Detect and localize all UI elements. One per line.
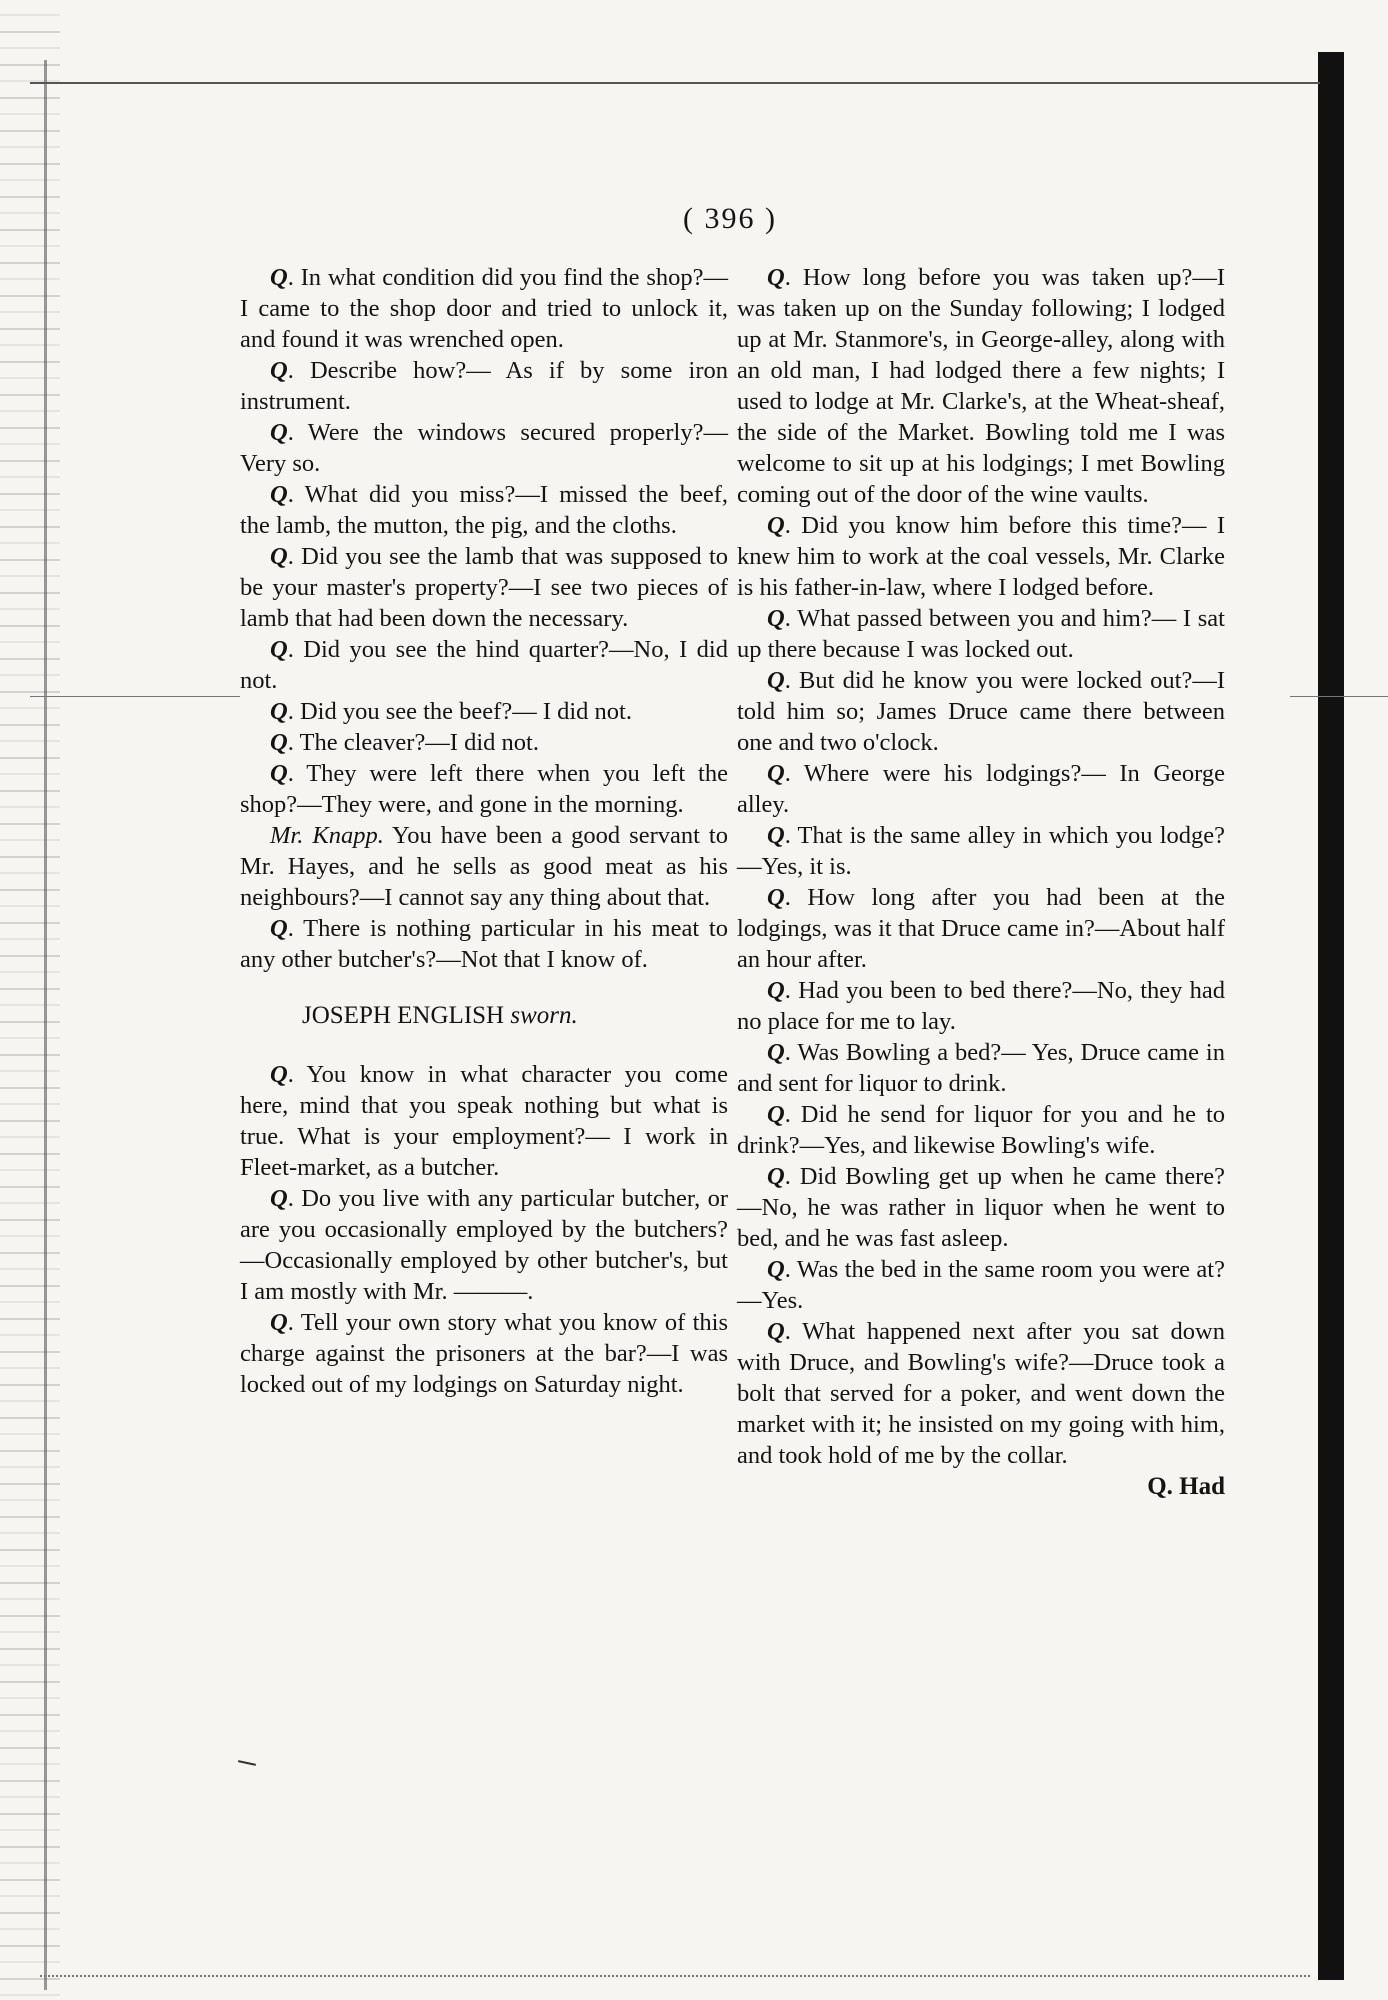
witness-name: JOSEPH ENGLISH xyxy=(302,1002,505,1029)
paragraph-text: . You know in what character you come here, mind that you speak nothing but what is true. What is your employment?— I work in Fleet-market, as a butcher. xyxy=(240,1061,728,1181)
scan-edge-right xyxy=(1318,52,1344,1980)
witness-heading xyxy=(240,1001,728,1031)
testimony-paragraph xyxy=(240,727,728,758)
question-mark-letter: Q xyxy=(270,357,288,384)
paragraph-text: . Did Bowling get up when he came there?—No, he was rather in liquor when he went to bed, and he was fast asleep. xyxy=(737,1163,1225,1252)
testimony-paragraph xyxy=(240,1307,728,1400)
paragraph-text: . That is the same alley in which you lodge?—Yes, it is. xyxy=(737,822,1225,880)
testimony-paragraph xyxy=(737,758,1225,820)
question-mark-letter: Q xyxy=(270,915,288,942)
question-mark-letter: Q xyxy=(767,822,785,849)
testimony-paragraph xyxy=(240,417,728,479)
testimony-paragraph xyxy=(240,1183,728,1307)
left-column xyxy=(240,262,728,1400)
left-column-paragraphs xyxy=(240,262,728,975)
paragraph-text: . But did he know you were locked out?—I told him so; James Druce came there between one and two o'clock. xyxy=(737,667,1225,756)
question-mark-letter: Q xyxy=(767,1318,785,1345)
question-mark-letter: Q xyxy=(767,760,785,787)
question-mark-letter: Q xyxy=(270,698,288,725)
testimony-paragraph xyxy=(240,634,728,696)
right-column xyxy=(737,262,1225,1502)
paragraph-text: . The cleaver?—I did not. xyxy=(287,729,539,756)
testimony-paragraph xyxy=(240,820,728,913)
testimony-paragraph xyxy=(240,1059,728,1183)
testimony-paragraph xyxy=(240,262,728,355)
paragraph-text: . In what condition did you find the shop?—I came to the shop door and tried to unlock it, and found it was wrenched open. xyxy=(240,264,728,353)
question-mark-letter: Q xyxy=(767,1163,785,1190)
paragraph-text: . There is nothing particular in his meat to any other butcher's?—Not that I know of. xyxy=(240,915,728,973)
question-mark-letter: Q xyxy=(767,884,785,911)
question-mark-letter: Q xyxy=(270,419,288,446)
paragraph-text: . How long after you had been at the lodgings, was it that Druce came in?—About half an hour after. xyxy=(737,884,1225,973)
margin-rule-right xyxy=(1290,696,1388,697)
testimony-paragraph xyxy=(240,913,728,975)
testimony-paragraph xyxy=(737,262,1225,510)
testimony-paragraph xyxy=(737,1099,1225,1161)
right-column-paragraphs xyxy=(737,262,1225,1471)
paragraph-text: . Tell your own story what you know of this charge against the prisoners at the bar?—I was locked out of my lodgings on Saturday night. xyxy=(240,1309,728,1398)
paragraph-text: . Was Bowling a bed?— Yes, Druce came in and sent for liquor to drink. xyxy=(737,1039,1225,1097)
paragraph-text: . Was the bed in the same room you were at?—Yes. xyxy=(737,1256,1225,1314)
page-number: ( 396 ) xyxy=(683,202,777,235)
margin-rule-left xyxy=(30,696,240,697)
question-mark-letter: Q xyxy=(767,264,785,291)
testimony-paragraph xyxy=(737,820,1225,882)
question-mark-letter: Q xyxy=(270,543,288,570)
testimony-paragraph xyxy=(737,1254,1225,1316)
paragraph-text: . How long before you was taken up?—I was taken up on the Sunday following; I lodged up at Mr. Stanmore's, in George-alley, along with an old man, I had lodged there a few nights; I used to lodge at Mr. Clarke's, at the Wheat-sheaf, the side of the Market. Bowling told me I was welcome to sit up at his lodgings; I met Bowling coming out of the door of the wine vaults. xyxy=(737,264,1225,508)
speaker-name: Mr. Knapp. xyxy=(270,822,384,849)
testimony-paragraph xyxy=(737,1161,1225,1254)
paragraph-text: . What happened next after you sat down with Druce, and Bowling's wife?—Druce took a bolt that served for a poker, and went down the market with it; he insisted on my going with him, and took hold of me by the collar. xyxy=(737,1318,1225,1469)
question-mark-letter: Q xyxy=(270,1309,288,1336)
testimony-paragraph xyxy=(240,758,728,820)
testimony-paragraph xyxy=(737,665,1225,758)
question-mark-letter: Q xyxy=(767,512,785,539)
paragraph-text: . Describe how?— As if by some iron instrument. xyxy=(240,357,728,415)
paragraph-text: You have been a good servant to Mr. Hayes, and he sells as good meat as his neighbours?—I cannot say any thing about that. xyxy=(240,822,728,911)
testimony-paragraph xyxy=(240,355,728,417)
question-mark-letter: Q xyxy=(270,481,288,508)
question-mark-letter: Q xyxy=(767,667,785,694)
paragraph-text: . What did you miss?—I missed the beef, the lamb, the mutton, the pig, and the cloths. xyxy=(240,481,728,539)
paragraph-text: . Did you see the lamb that was supposed to be your master's property?—I see two pieces of lamb that had been down the necessary. xyxy=(240,543,728,632)
question-mark-letter: Q xyxy=(767,1039,785,1066)
testimony-paragraph xyxy=(240,541,728,634)
left-column-paragraphs-after xyxy=(240,1059,728,1400)
question-mark-letter: Q xyxy=(767,1101,785,1128)
testimony-paragraph xyxy=(737,975,1225,1037)
testimony-paragraph xyxy=(240,696,728,727)
bottom-rule xyxy=(40,1975,1310,1979)
scan-edge-left xyxy=(0,0,60,2000)
dash-mark xyxy=(238,1760,256,1766)
question-mark-letter: Q xyxy=(270,636,288,663)
paragraph-text: . Did you see the hind quarter?—No, I did not. xyxy=(240,636,728,694)
testimony-paragraph xyxy=(737,882,1225,975)
catchword: Q. Had xyxy=(1147,1473,1225,1500)
testimony-paragraph xyxy=(737,603,1225,665)
paragraph-text: . Had you been to bed there?—No, they had no place for me to lay. xyxy=(737,977,1225,1035)
paragraph-text: . Did he send for liquor for you and he to drink?—Yes, and likewise Bowling's wife. xyxy=(737,1101,1225,1159)
question-mark-letter: Q xyxy=(270,760,288,787)
paragraph-text: . They were left there when you left the shop?—They were, and gone in the morning. xyxy=(240,760,728,818)
question-mark-letter: Q xyxy=(270,1061,288,1088)
paragraph-text: . Were the windows secured properly?—Very so. xyxy=(240,419,728,477)
paragraph-text: . What passed between you and him?— I sat up there because I was locked out. xyxy=(737,605,1225,663)
testimony-paragraph xyxy=(737,1037,1225,1099)
paragraph-text: . Where were his lodgings?— In George alley. xyxy=(737,760,1225,818)
testimony-paragraph xyxy=(737,510,1225,603)
question-mark-letter: Q xyxy=(767,1256,785,1283)
witness-sworn: sworn. xyxy=(510,1002,578,1029)
paragraph-text: . Did you see the beef?— I did not. xyxy=(287,698,632,725)
scan-binding-line xyxy=(44,60,47,1990)
question-mark-letter: Q xyxy=(270,264,288,291)
question-mark-letter: Q xyxy=(270,729,288,756)
top-rule xyxy=(30,82,1320,84)
paragraph-text: . Did you know him before this time?— I knew him to work at the coal vessels, Mr. Clarke is his father-in-law, where I lodged before. xyxy=(737,512,1225,601)
testimony-paragraph xyxy=(737,1316,1225,1471)
question-mark-letter: Q xyxy=(767,977,785,1004)
paragraph-text: . Do you live with any particular butcher, or are you occasionally employed by the butchers?—Occasionally employed by other butcher's, but I am mostly with Mr. ———. xyxy=(240,1185,728,1305)
question-mark-letter: Q xyxy=(270,1185,288,1212)
question-mark-letter: Q xyxy=(767,605,785,632)
testimony-paragraph xyxy=(240,479,728,541)
